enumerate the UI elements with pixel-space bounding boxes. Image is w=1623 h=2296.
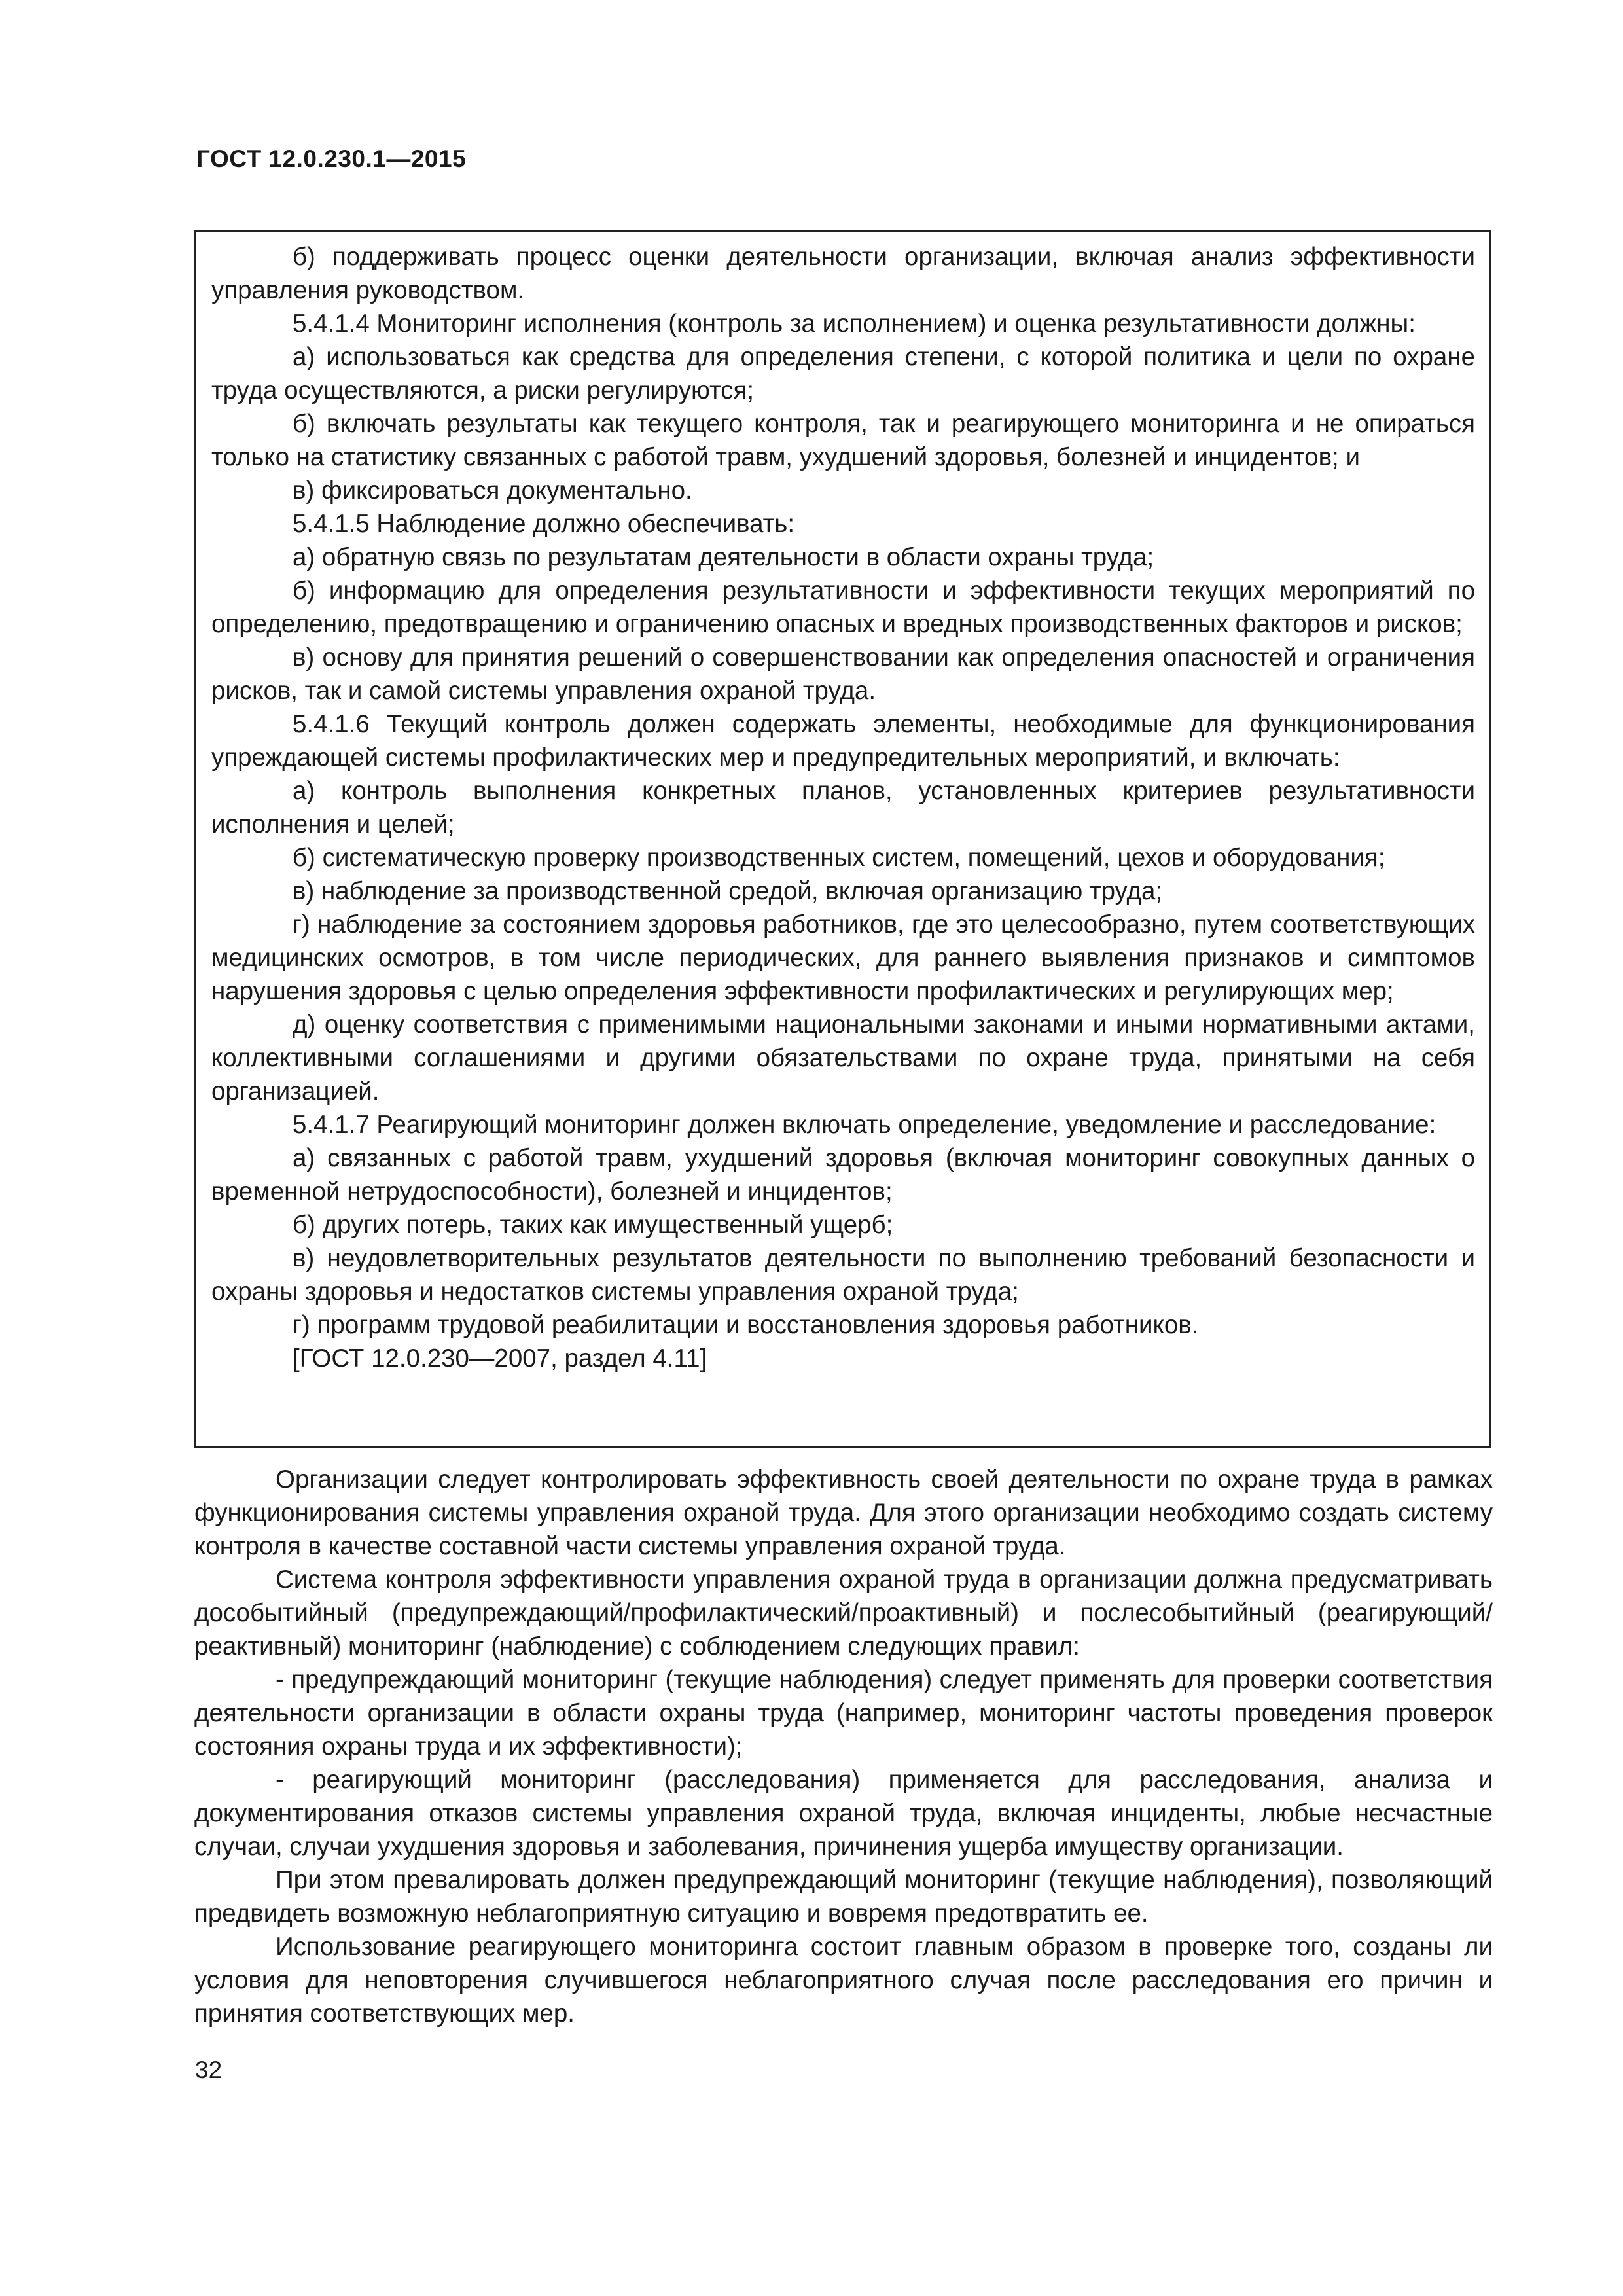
quote-paragraph: в) неудовлетворительных результатов деятельности по выполнению требований безопасности и охраны здоровья и недостатков системы управления охраной труда;	[211, 1244, 1475, 1306]
quote-source-reference: [ГОСТ 12.0.230—2007, раздел 4.11]	[293, 1344, 707, 1372]
quote-paragraph: 5.4.1.5 Наблюдение должно обеспечивать:	[293, 510, 795, 538]
quote-paragraph: а) использоваться как средства для определения степени, с которой политика и цели по охране труда осуществляются, а риски регулируются;	[211, 343, 1475, 404]
quote-paragraph: 5.4.1.7 Реагирующий мониторинг должен включать определение, уведомление и расследование:	[293, 1111, 1436, 1139]
quote-paragraph: в) основу для принятия решений о совершенствовании как определения опасностей и ограничения рисков, так и самой системы управления охраной труда.	[211, 643, 1475, 705]
quote-paragraph: а) обратную связь по результатам деятельности в области охраны труда;	[293, 543, 1154, 571]
quote-paragraph: б) систематическую проверку производственных систем, помещений, цехов и оборудования;	[293, 844, 1385, 872]
quote-paragraph: б) информацию для определения результативности и эффективности текущих мероприятий по определению, предотвращению и ограничению опасных и вредных производственных факторов и рисков;	[211, 577, 1475, 638]
quoted-standard-box	[194, 230, 1491, 1448]
quote-paragraph: б) поддерживать процесс оценки деятельности организации, включая анализ эффективности управления руководством.	[211, 243, 1475, 304]
body-paragraph: Организации следует контролировать эффективность своей деятельности по охране труда в рамках функционирования системы управления охраной труда. Для этого организации необходимо создать систему контроля в качестве составной части системы управления охраной труда.	[194, 1465, 1493, 1560]
quote-paragraph: д) оценку соответствия с применимыми национальными законами и иными нормативными актами, коллективными соглашениями и другими обязательствами по охране труда, принятыми на себя организацией.	[211, 1011, 1475, 1105]
body-paragraph: Система контроля эффективности управления охраной труда в организации должна предусматривать дособытийный (предупреждающий/профилактический/проактивный) и послесобытийный (реагирующий/реактивный) мониторинг (наблюдение) с соблюдением следующих правил:	[194, 1566, 1493, 1660]
document-header: ГОСТ 12.0.230.1—2015	[196, 145, 467, 172]
body-paragraph: Использование реагирующего мониторинга состоит главным образом в проверке того, созданы ли условия для неповторения случившегося неблагоприятного случая после расследования его причин и принятия соответствующих мер.	[194, 1933, 1493, 2028]
quote-paragraph: б) других потерь, таких как имущественный ущерб;	[293, 1211, 893, 1239]
body-paragraph: При этом превалировать должен предупреждающий мониторинг (текущие наблюдения), позволяющий предвидеть возможную неблагоприятную ситуацию и вовремя предотвратить ее.	[194, 1866, 1493, 1928]
quote-paragraph: г) наблюдение за состоянием здоровья работников, где это целесообразно, путем соответствующих медицинских осмотров, в том числе периодических, для раннего выявления признаков и симптомов нарушения здоровья с целью определения эффективности профилактических и регулирующих мер;	[211, 910, 1475, 1005]
quote-paragraph: б) включать результаты как текущего контроля, так и реагирующего мониторинга и не опираться только на статистику связанных с работой травм, ухудшений здоровья, болезней и инцидентов; и	[211, 410, 1475, 471]
body-paragraph: - реагирующий мониторинг (расследования) применяется для расследования, анализа и документирования отказов системы управления охраной труда, включая инциденты, любые несчастные случаи, случаи ухудшения здоровья и заболевания, причинения ущерба имуществу организации.	[194, 1766, 1493, 1861]
quote-paragraph: в) фиксироваться документально.	[293, 476, 692, 505]
main-body-text	[194, 1463, 1493, 2030]
body-paragraph: - предупреждающий мониторинг (текущие наблюдения) следует применять для проверки соответствия деятельности организации в области охраны труда (например, мониторинг частоты проведения проверок состояния охраны труда и их эффективности);	[194, 1666, 1493, 1761]
quote-paragraph: а) связанных с работой травм, ухудшений здоровья (включая мониторинг совокупных данных о временной нетрудоспособности), болезней и инцидентов;	[211, 1144, 1475, 1206]
quote-paragraph: г) программ трудовой реабилитации и восстановления здоровья работников.	[293, 1311, 1199, 1339]
quote-paragraph: 5.4.1.4 Мониторинг исполнения (контроль за исполнением) и оценка результативности должны:	[293, 310, 1416, 338]
page-number: 32	[195, 2056, 223, 2083]
quote-paragraph: в) наблюдение за производственной средой, включая организацию труда;	[293, 877, 1163, 905]
quote-paragraph: а) контроль выполнения конкретных планов, установленных критериев результативности исполнения и целей;	[211, 777, 1475, 838]
quote-paragraph: 5.4.1.6 Текущий контроль должен содержать элементы, необходимые для функционирования упреждающей системы профилактических мер и предупредительных мероприятий, и включать:	[211, 710, 1475, 772]
